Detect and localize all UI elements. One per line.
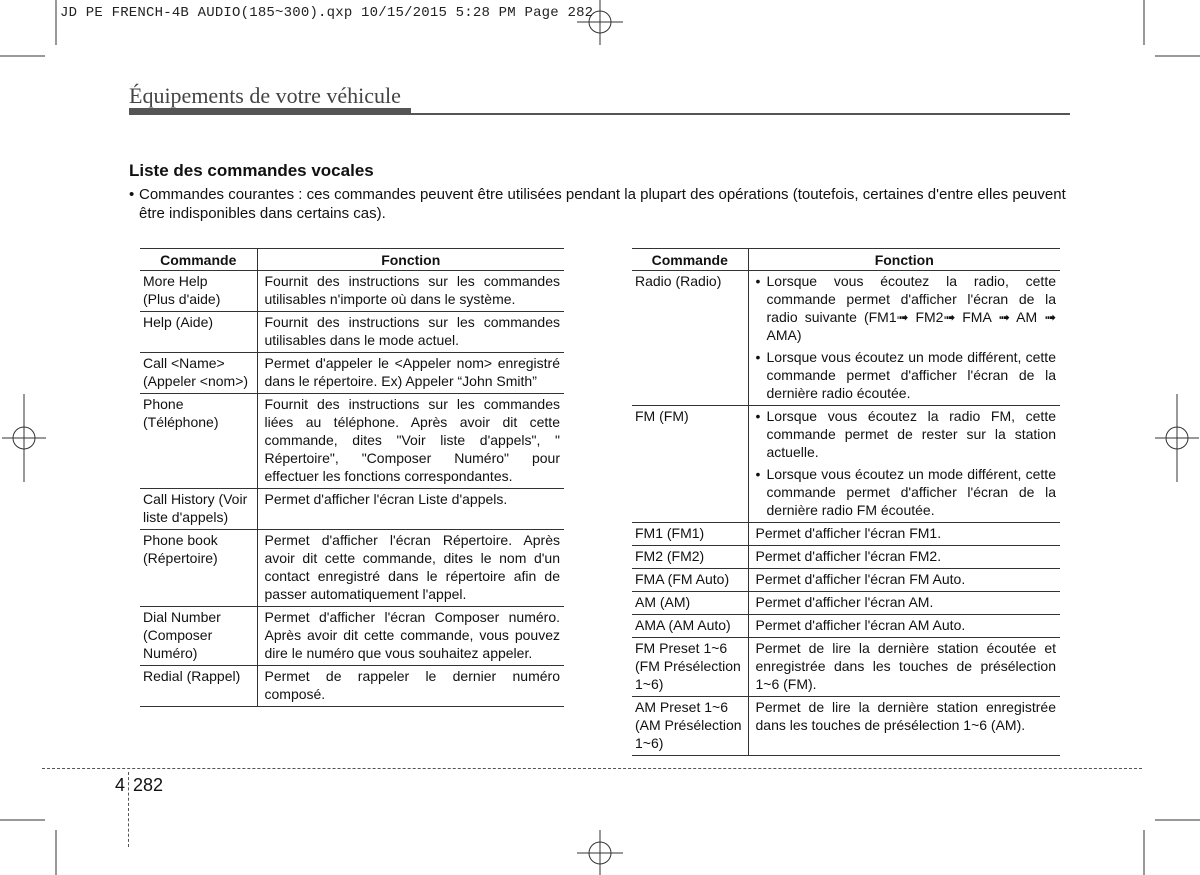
table-row (632, 638, 1060, 697)
header-rule-thin (411, 113, 1070, 115)
command-cell: AM (AM) (632, 592, 748, 615)
command-cell: More Help (Plus d'aide) (140, 271, 257, 312)
table-row (632, 592, 1060, 615)
function-cell (748, 271, 1060, 406)
function-cell: Permet d'afficher l'écran AM. (748, 592, 1060, 615)
table-row (632, 615, 1060, 638)
registration-target-right (1155, 394, 1199, 482)
command-cell: Dial Number (Composer Numéro) (140, 607, 257, 666)
command-cell: Call <Name> (Appeler <nom>) (140, 353, 257, 394)
command-cell: FM1 (FM1) (632, 523, 748, 546)
table-row (140, 607, 564, 666)
table-header-row (140, 249, 564, 271)
function-cell: Permet d'appeler le <Appeler nom> enregistré dans le répertoire. Ex) Appeler “John Smith” (257, 353, 564, 394)
bullet-dot: • (755, 349, 761, 365)
command-cell: Redial (Rappel) (140, 666, 257, 707)
function-cell: Fournit des instructions sur les commandes liées au téléphone. Après avoir dit cette commande, dites "Voir liste d'appels", " Répertoire", "Composer Numéro" pour effectuer les fonctions correspondantes. (257, 394, 564, 489)
table-row (632, 271, 1060, 406)
intro-paragraph (129, 185, 1074, 223)
chapter-title: Équipements de votre véhicule (129, 83, 401, 108)
intro-bullet: • (129, 186, 135, 203)
intro-text: Commandes courantes : ces commandes peuvent être utilisées pendant la plupart des opérations (toutefois, certaines d'entre elles peuvent être indisponibles dans certains cas). (139, 186, 1066, 222)
left-command-table (140, 248, 564, 707)
command-cell: AM Preset 1~6 (AM Présélection 1~6) (632, 697, 748, 756)
registration-target-left (2, 394, 46, 482)
command-cell: Call History (Voir liste d'appels) (140, 489, 257, 530)
function-cell: Permet d'afficher l'écran Liste d'appels. (257, 489, 564, 530)
function-cell: Permet d'afficher l'écran AM Auto. (748, 615, 1060, 638)
command-cell: FM (FM) (632, 406, 748, 523)
function-cell: Permet d'afficher l'écran FM1. (748, 523, 1060, 546)
command-cell: Radio (Radio) (632, 271, 748, 406)
column-header-command: Commande (140, 249, 257, 271)
table-row (140, 530, 564, 607)
table-row (632, 569, 1060, 592)
table-row (632, 406, 1060, 523)
column-header-command: Commande (632, 249, 748, 271)
table-row (632, 697, 1060, 756)
bullet-dot: • (755, 466, 761, 482)
function-cell: Permet d'afficher l'écran Composer numéro. Après avoir dit cette commande, vous pouvez dire le numéro que vous souhaitez appeler. (257, 607, 564, 666)
bullet-text: Lorsque vous écoutez un mode différent, cette commande permet d'afficher l'écran de la dernière radio FM écoutée. (766, 466, 1056, 518)
command-cell: AMA (AM Auto) (632, 615, 748, 638)
page-number (115, 775, 163, 796)
function-bullet-item (756, 348, 1057, 402)
table-row (632, 523, 1060, 546)
registration-target-bottom (577, 830, 623, 875)
registration-target-top (577, 0, 623, 45)
command-cell: Phone (Téléphone) (140, 394, 257, 489)
function-cell: Fournit des instructions sur les commandes utilisables n'importe où dans le système. (257, 271, 564, 312)
column-header-function: Fonction (257, 249, 564, 271)
table-row (140, 489, 564, 530)
table-row (140, 353, 564, 394)
table-header-row (632, 249, 1060, 271)
bullet-text: Lorsque vous écoutez la radio FM, cette commande permet de rester sur la station actuelle. (766, 408, 1056, 460)
bullet-dot: • (755, 408, 761, 424)
function-cell: Permet de lire la dernière station écoutée et enregistrée dans les touches de présélection 1~6 (FM). (748, 638, 1060, 697)
function-cell: Permet de lire la dernière station enregistrée dans les touches de présélection 1~6 (AM). (748, 697, 1060, 756)
function-cell: Permet d'afficher l'écran FM2. (748, 546, 1060, 569)
section-heading: Liste des commandes vocales (129, 161, 374, 180)
right-command-table (632, 248, 1060, 756)
command-cell: Help (Aide) (140, 312, 257, 353)
table-row (140, 271, 564, 312)
column-header-function: Fonction (748, 249, 1060, 271)
command-cell: FM2 (FM2) (632, 546, 748, 569)
print-slug: JD PE FRENCH-4B AUDIO(185~300).qxp 10/15/2015 5:28 PM Page 282 (60, 5, 594, 21)
header-rule-thick (129, 108, 411, 115)
function-cell (748, 406, 1060, 523)
bullet-dot: • (755, 273, 761, 289)
chapter-number: 4 (115, 775, 126, 795)
bullet-text: Lorsque vous écoutez la radio, cette commande permet d'afficher l'écran de la radio suivante (FM1➟ FM2➟ FMA ➟ AM ➟ AMA) (766, 273, 1056, 343)
bullet-text: Lorsque vous écoutez un mode différent, cette commande permet d'afficher l'écran de la dernière radio écoutée. (766, 349, 1056, 401)
command-cell: FMA (FM Auto) (632, 569, 748, 592)
command-cell: Phone book (Répertoire) (140, 530, 257, 607)
page-number-value: 282 (133, 775, 164, 795)
function-cell: Permet d'afficher l'écran FM Auto. (748, 569, 1060, 592)
command-cell: FM Preset 1~6 (FM Présélection 1~6) (632, 638, 748, 697)
table-row (140, 666, 564, 707)
table-row (140, 312, 564, 353)
function-bullet-item (756, 465, 1057, 519)
function-bullet-item (756, 407, 1057, 461)
function-cell: Fournit des instructions sur les commandes utilisables dans le mode actuel. (257, 312, 564, 353)
footer-dashed-rule (42, 768, 1142, 769)
function-cell: Permet de rappeler le dernier numéro composé. (257, 666, 564, 707)
function-bullet-item (756, 272, 1057, 344)
table-row (140, 394, 564, 489)
table-row (632, 546, 1060, 569)
function-cell: Permet d'afficher l'écran Répertoire. Après avoir dit cette commande, dites le nom d'un contact enregistré dans le répertoire afin de passer automatiquement l'appel. (257, 530, 564, 607)
